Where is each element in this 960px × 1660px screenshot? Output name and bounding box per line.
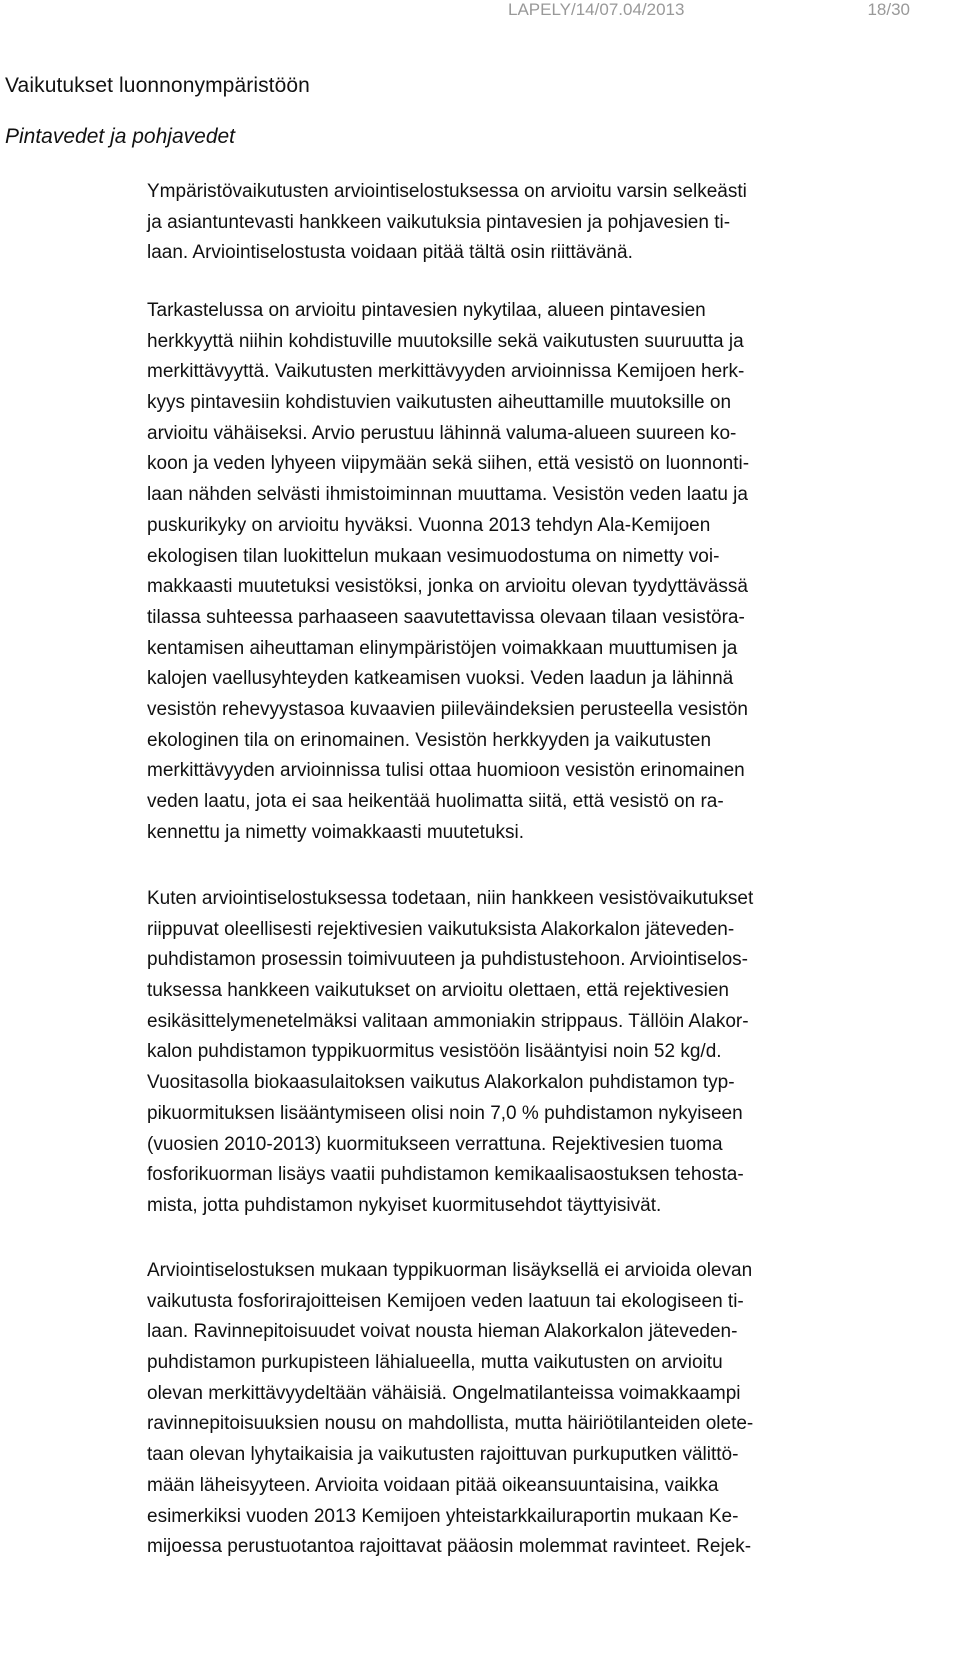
text-line: taan olevan lyhytaikaisia ja vaikutusten rajoittuvan purkuputken välittö- bbox=[147, 1444, 739, 1466]
text-line: pikuormituksen lisääntymiseen olisi noin 7,0 % puhdistamon nykyiseen bbox=[147, 1102, 743, 1124]
text-line: mään läheisyyteen. Arvioita voidaan pitää oikeansuuntaisina, vaikka bbox=[147, 1474, 719, 1496]
text-line: esikäsittelymenetelmäksi valitaan ammoniakin strippaus. Tällöin Alakor- bbox=[147, 1010, 749, 1032]
text-line: puhdistamon purkupisteen lähialueella, mutta vaikutusten on arvioitu bbox=[147, 1352, 723, 1374]
text-line: Ympäristövaikutusten arviointiselostuksessa on arvioitu varsin selkeästi bbox=[147, 181, 747, 202]
text-line: tilassa suhteessa parhaaseen saavutettavissa olevaan tilaan vesistöra- bbox=[147, 606, 745, 628]
text-line: veden laatu, jota ei saa heikentää huolimatta siitä, että vesistö on ra- bbox=[147, 791, 724, 812]
text-line: kyys pintavesiin kohdistuvien vaikutusten aiheuttamille muutoksille on bbox=[147, 392, 732, 414]
text-line: Vuositasolla biokaasulaitoksen vaikutus Alakorkalon puhdistamon typ- bbox=[147, 1072, 735, 1094]
text-line: laan nähden selvästi ihmistoiminnan muuttama. Vesistön veden laatu ja bbox=[147, 484, 748, 506]
text-line: Tarkastelussa on arvioitu pintavesien nykytilaa, alueen pintavesien bbox=[147, 300, 706, 321]
text-line: ja asiantuntevasti hankkeen vaikutuksia pintavesien ja pohjavesien ti- bbox=[147, 211, 731, 233]
text-line: koon ja veden lyhyeen viipymään sekä siihen, että vesistö on luonnonti- bbox=[147, 453, 750, 475]
document-reference: LAPELY/14/07.04/2013 bbox=[508, 0, 685, 19]
paragraph bbox=[147, 296, 907, 848]
text-line: laan. Ravinnepitoisuudet voivat nousta hieman Alakorkalon jäteveden- bbox=[147, 1321, 738, 1343]
text-line: vaikutusta fosforirajoitteisen Kemijoen veden laatuun tai ekologiseen ti- bbox=[147, 1290, 744, 1312]
text-line: kalojen vaellusyhteyden katkeamisen vuoksi. Veden laadun ja lähinnä bbox=[147, 668, 734, 690]
section-heading: Vaikutukset luonnonympäristöön bbox=[5, 74, 310, 97]
text-line: mijoessa perustuotantoa rajoittavat pääosin molemmat ravinteet. Rejek- bbox=[147, 1536, 752, 1558]
text-line: puhdistamon prosessin toimivuuteen ja puhdistustehoon. Arviointiselos- bbox=[147, 949, 748, 971]
page-header bbox=[0, 0, 960, 24]
text-line: merkittävyyttä. Vaikutusten merkittävyyden arvioinnissa Kemijoen herk- bbox=[147, 361, 745, 383]
paragraph bbox=[147, 1256, 907, 1563]
paragraph bbox=[147, 884, 907, 1222]
text-line: tuksessa hankkeen vaikutukset on arvioitu olettaen, että rejektivesien bbox=[147, 980, 729, 1002]
text-line: laan. Arviointiselostusta voidaan pitää tältä osin riittävänä. bbox=[147, 242, 633, 264]
paragraph bbox=[147, 177, 907, 269]
text-line: makkaasti muutetuksi vesistöksi, jonka on arvioitu olevan tyydyttävässä bbox=[147, 576, 748, 598]
text-line: arvioitu vähäiseksi. Arvio perustuu lähinnä valuma-alueen suureen ko- bbox=[147, 422, 737, 444]
text-line: ekologinen tila on erinomainen. Vesistön herkkyyden ja vaikutusten bbox=[147, 729, 712, 751]
text-line: riippuvat oleellisesti rejektivesien vaikutuksista Alakorkalon jäteveden- bbox=[147, 918, 735, 940]
text-line: esimerkiksi vuoden 2013 Kemijoen yhteistarkkailuraportin mukaan Ke- bbox=[147, 1505, 739, 1527]
page-number: 18/30 bbox=[867, 0, 910, 19]
text-line: (vuosien 2010-2013) kuormitukseen verrattuna. Rejektivesien tuoma bbox=[147, 1133, 723, 1155]
text-line: mista, jotta puhdistamon nykyiset kuormitusehdot täyttyisivät. bbox=[147, 1194, 662, 1216]
text-line: kalon puhdistamon typpikuormitus vesistöön lisääntyisi noin 52 kg/d. bbox=[147, 1041, 722, 1063]
text-line: herkkyyttä niihin kohdistuville muutoksille sekä vaikutusten suuruutta ja bbox=[147, 330, 744, 352]
text-line: vesistön rehevyystasoa kuvaavien piileväindeksien perusteella vesistön bbox=[147, 698, 748, 720]
text-line: kennettu ja nimetty voimakkaasti muutetuksi. bbox=[147, 821, 525, 843]
text-line: merkittävyyden arvioinnissa tulisi ottaa huomioon vesistön erinomainen bbox=[147, 760, 745, 782]
text-line: olevan merkittävyydeltään vähäisiä. Ongelmatilanteissa voimakkaampi bbox=[147, 1382, 741, 1404]
text-line: ekologisen tilan luokittelun mukaan vesimuodostuma on nimetty voi- bbox=[147, 545, 720, 567]
text-line: Kuten arviointiselostuksessa todetaan, niin hankkeen vesistövaikutukset bbox=[147, 888, 754, 909]
text-line: puskurikyky on arvioitu hyväksi. Vuonna 2013 tehdyn Ala-Kemijoen bbox=[147, 514, 711, 536]
text-line: Arviointiselostuksen mukaan typpikuorman lisäyksellä ei arvioida olevan bbox=[147, 1260, 753, 1281]
text-line: ravinnepitoisuuksien nousu on mahdollista, mutta häiriötilanteiden olete- bbox=[147, 1413, 754, 1435]
text-line: kentamisen aiheuttaman elinympäristöjen voimakkaan muuttumisen ja bbox=[147, 637, 738, 659]
subsection-heading: Pintavedet ja pohjavedet bbox=[5, 125, 236, 148]
text-line: fosforikuorman lisäys vaatii puhdistamon kemikaalisaostuksen tehosta- bbox=[147, 1164, 744, 1186]
